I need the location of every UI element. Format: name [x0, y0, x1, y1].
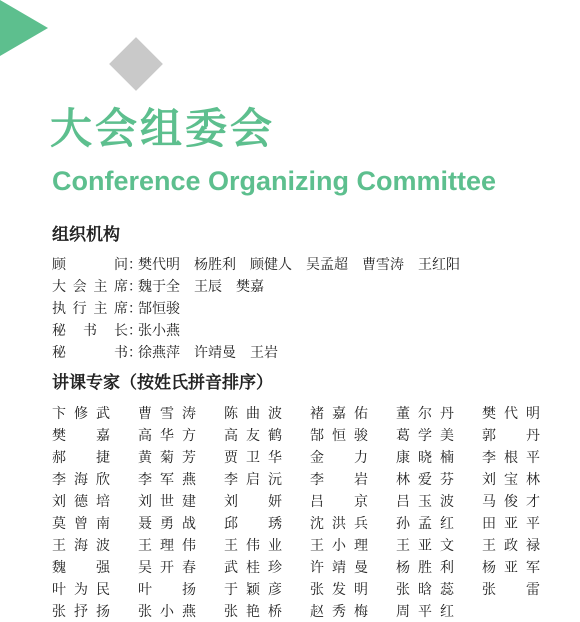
expert-name: 聂勇战 [138, 516, 196, 532]
organization-row [52, 319, 572, 341]
experts-heading: 讲课专家（按姓氏拼音排序） [52, 373, 273, 393]
expert-name: 陈曲波 [224, 406, 282, 422]
member-name: 顾健人 [250, 257, 292, 273]
expert-name: 贾卫华 [224, 450, 282, 466]
expert-name: 张发明 [310, 582, 368, 598]
expert-name: 莫曾南 [52, 516, 110, 532]
expert-name: 郭丹 [482, 428, 540, 444]
member-names [138, 276, 278, 296]
expert-name: 孙孟红 [396, 516, 454, 532]
expert-name: 马俊才 [482, 494, 540, 510]
expert-name: 杨亚军 [482, 560, 540, 576]
member-name: 杨胜利 [194, 257, 236, 273]
role-label: 大会主席 [52, 279, 128, 295]
expert-name: 王海波 [52, 538, 110, 554]
member-names [138, 320, 194, 340]
expert-name: 武桂珍 [224, 560, 282, 576]
expert-name: 王亚文 [396, 538, 454, 554]
expert-name: 刘妍 [224, 494, 282, 510]
organization-list [52, 253, 572, 363]
colon-separator: ： [128, 323, 142, 339]
expert-name: 张晗蕊 [396, 582, 454, 598]
expert-name: 邱琇 [224, 516, 282, 532]
member-name: 许靖曼 [194, 345, 236, 361]
colon-separator: ： [128, 257, 142, 273]
role-label: 执行主席 [52, 301, 128, 317]
colon-separator: ： [128, 279, 142, 295]
expert-name: 刘德培 [52, 494, 110, 510]
member-name: 张小燕 [138, 323, 180, 339]
expert-name: 叶扬 [138, 582, 196, 598]
expert-name: 许靖曼 [310, 560, 368, 576]
expert-name: 高华方 [138, 428, 196, 444]
expert-name: 张小燕 [138, 604, 196, 620]
expert-name: 沈洪兵 [310, 516, 368, 532]
expert-name: 曹雪涛 [138, 406, 196, 422]
expert-name: 叶为民 [52, 582, 110, 598]
expert-name: 褚嘉佑 [310, 406, 368, 422]
expert-name: 吕京 [310, 494, 368, 510]
member-name: 樊嘉 [236, 279, 264, 295]
corner-triangle-decoration [0, 0, 48, 56]
expert-name: 李启沅 [224, 472, 282, 488]
expert-name: 魏强 [52, 560, 110, 576]
experts-grid [52, 402, 542, 622]
expert-name: 郜恒骏 [310, 428, 368, 444]
expert-name: 康晓楠 [396, 450, 454, 466]
organization-heading: 组织机构 [52, 225, 120, 245]
expert-name: 于颖彦 [224, 582, 282, 598]
expert-name: 王小理 [310, 538, 368, 554]
expert-name: 张抒扬 [52, 604, 110, 620]
member-names [138, 298, 194, 318]
expert-name: 黄菊芳 [138, 450, 196, 466]
member-name: 樊代明 [138, 257, 180, 273]
expert-name: 周平红 [396, 604, 454, 620]
expert-name: 张艳桥 [224, 604, 282, 620]
expert-name: 郝捷 [52, 450, 110, 466]
role-label: 秘书 [52, 345, 128, 361]
colon-separator: ： [128, 345, 142, 361]
expert-name: 李岩 [310, 472, 368, 488]
organization-row [52, 297, 572, 319]
diamond-decoration [109, 37, 163, 91]
expert-name: 高友鹤 [224, 428, 282, 444]
member-name: 郜恒骏 [138, 301, 180, 317]
page-title-en: Conference Organizing Committee [52, 166, 497, 196]
member-name: 吴孟超 [306, 257, 348, 273]
expert-name: 张雷 [482, 582, 540, 598]
role-label: 秘书长 [52, 323, 128, 339]
member-names [138, 342, 292, 362]
member-names [138, 254, 474, 274]
expert-name: 王理伟 [138, 538, 196, 554]
expert-name: 林爱芬 [396, 472, 454, 488]
expert-name: 李根平 [482, 450, 540, 466]
organization-row [52, 253, 572, 275]
expert-name: 葛学美 [396, 428, 454, 444]
expert-name: 樊嘉 [52, 428, 110, 444]
member-name: 魏于全 [138, 279, 180, 295]
expert-name: 刘世建 [138, 494, 196, 510]
expert-name: 李海欣 [52, 472, 110, 488]
expert-name: 卞修武 [52, 406, 110, 422]
expert-name: 刘宝林 [482, 472, 540, 488]
colon-separator: ： [128, 301, 142, 317]
member-name: 王辰 [194, 279, 222, 295]
role-label: 顾问 [52, 257, 128, 273]
member-name: 曹雪涛 [362, 257, 404, 273]
expert-name: 田亚平 [482, 516, 540, 532]
expert-name: 杨胜利 [396, 560, 454, 576]
expert-name: 王政禄 [482, 538, 540, 554]
expert-name: 吕玉波 [396, 494, 454, 510]
member-name: 王红阳 [418, 257, 460, 273]
expert-name: 吴开春 [138, 560, 196, 576]
page-title-cn: 大会组委会 [50, 104, 276, 153]
organization-row [52, 275, 572, 297]
member-name: 王岩 [250, 345, 278, 361]
expert-name: 金力 [310, 450, 368, 466]
member-name: 徐燕萍 [138, 345, 180, 361]
expert-name: 董尔丹 [396, 406, 454, 422]
expert-name: 王伟业 [224, 538, 282, 554]
expert-name: 赵秀梅 [310, 604, 368, 620]
expert-name: 李军燕 [138, 472, 196, 488]
organization-row [52, 341, 572, 363]
expert-name: 樊代明 [482, 406, 540, 422]
